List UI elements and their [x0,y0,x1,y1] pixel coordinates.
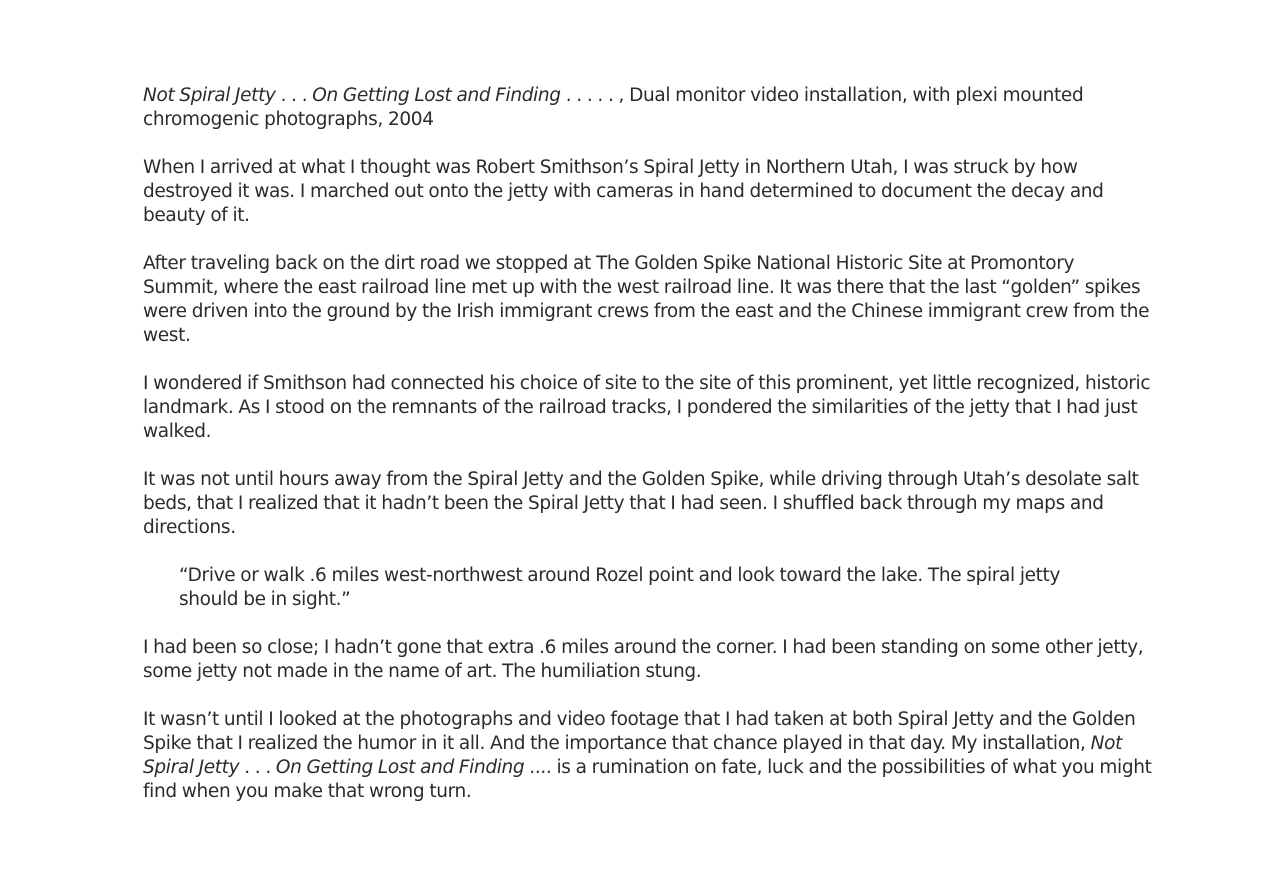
paragraph-arrival: When I arrived at what I thought was Robert Smithson’s Spiral Jetty in Northern Utah, I was struck by how destroyed it was. I marched out onto the jetty with cameras in hand determined to document the decay and beauty of it. [143,157,1104,226]
work-title-part2: On Getting Lost and Finding [312,85,561,106]
title-separator: . . . [275,85,313,106]
closing-title-part2: On Getting Lost and Finding [275,757,525,778]
paragraph-golden-spike: After traveling back on the dirt road we stopped at The Golden Spike National Historic Site at Promontory Summit, where the east railroad line met up with the west railroad line. It was there that the last “golden” spikes were driven into the ground by the Irish immigrant crews from the east and the Chinese immigrant crew from the west. [143,253,1150,346]
artist-statement [143,84,1153,828]
work-medium-and-year: . . . . . , Dual monitor video installation, with plexi mounted chromogenic photographs, 2004 [143,85,1084,130]
closing-lead: It wasn’t until I looked at the photographs and video footage that I had taken at both Spiral Jetty and the Golden Spike that I realized the humor in it all. And the importance that chance played in that day. My installation, [143,709,1136,754]
title-line [143,84,1153,132]
paragraph-smithson-wonder: I wondered if Smithson had connected his choice of site to the site of this prominent, yet little recognized, historic landmark. As I stood on the remnants of the railroad tracks, I pondered the similarities of the jetty that I had just walked. [143,373,1151,442]
closing-tail: .... is a rumination on fate, luck and the possibilities of what you might find when you make that wrong turn. [143,757,1152,802]
closing-title-separator: . . . [239,757,276,778]
work-title-part1: Not Spiral Jetty [143,85,276,106]
paragraph-humiliation: I had been so close; I hadn’t gone that extra .6 miles around the corner. I had been standing on some other jetty, some jetty not made in the name of art. The humiliation stung. [143,637,1144,682]
paragraph-realization: It was not until hours away from the Spiral Jetty and the Golden Spike, while driving through Utah’s desolate salt beds, that I realized that it hadn’t been the Spiral Jetty that I had seen. I shuffled back through my maps and directions. [143,469,1139,538]
directions-quote: “Drive or walk .6 miles west-northwest around Rozel point and look toward the lake. The spiral jetty should be in sight.” [179,565,1061,610]
closing-title-part1: Not Spiral Jetty [143,733,1122,778]
paragraph-closing [143,708,1153,804]
